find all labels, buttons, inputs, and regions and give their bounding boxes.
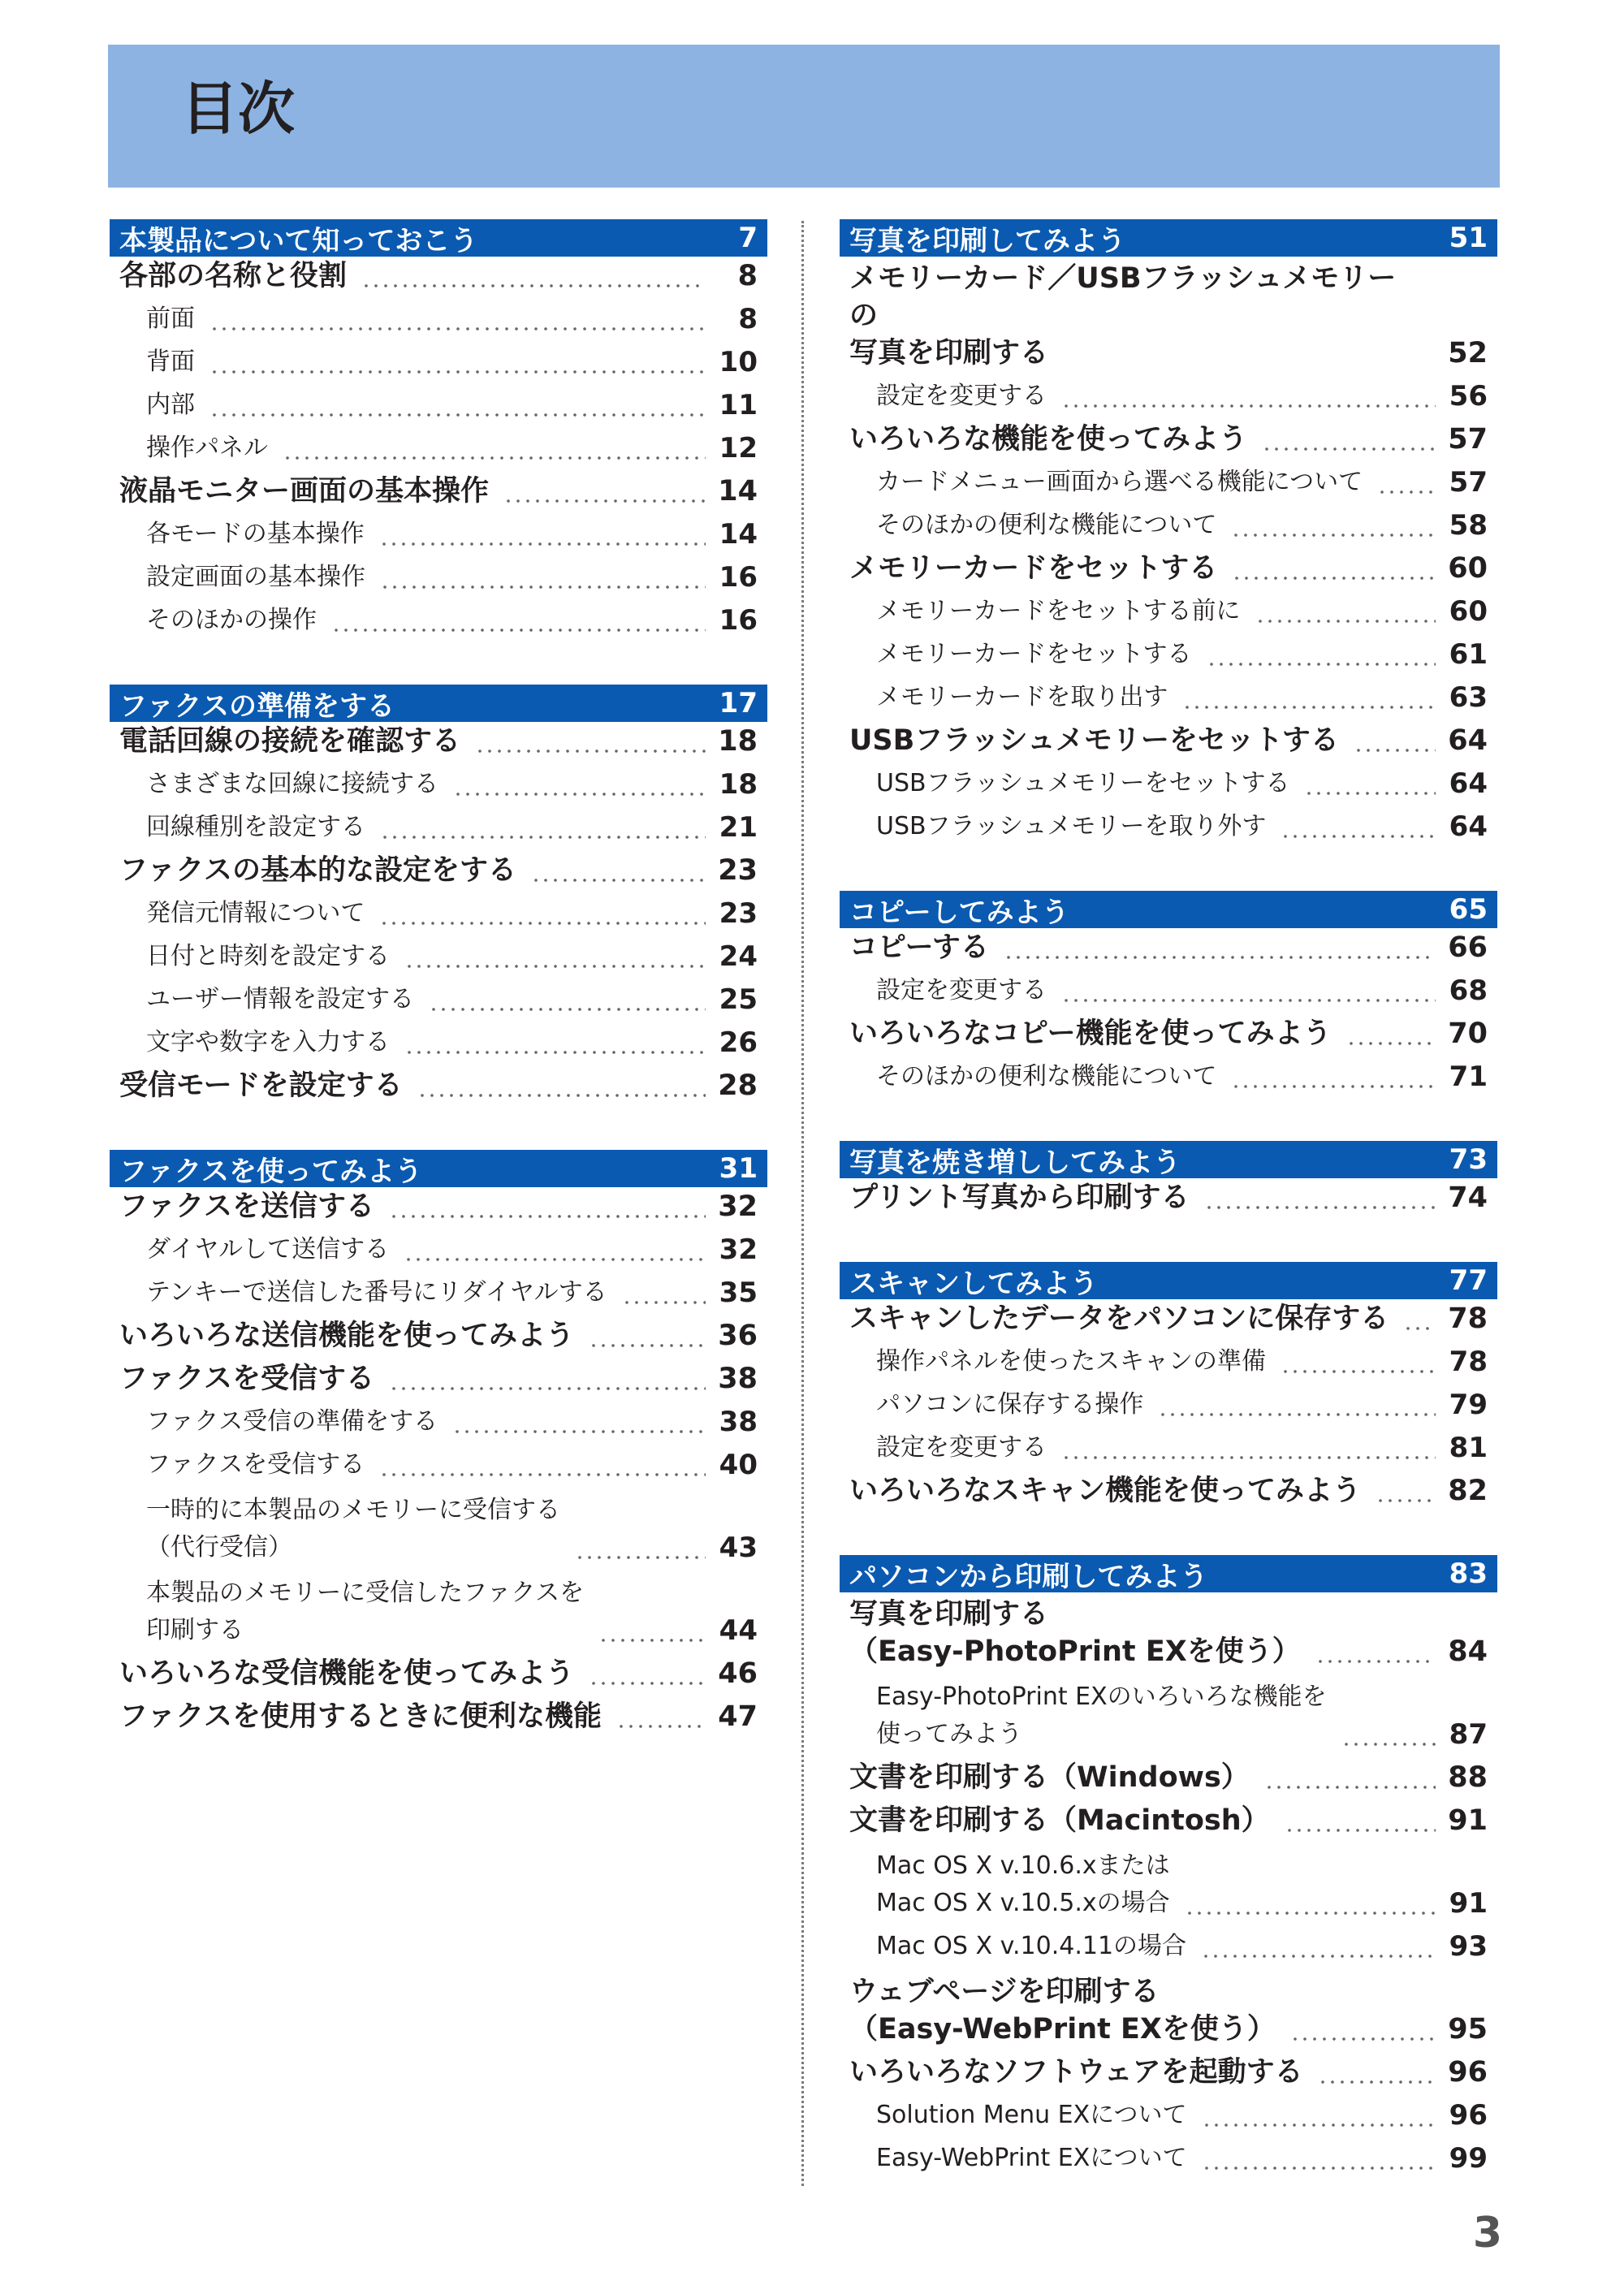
toc-entry[interactable] xyxy=(110,1488,767,1571)
entry-page: 32 xyxy=(718,1190,758,1223)
toc-section xyxy=(110,1150,767,1740)
dot-leader xyxy=(209,304,706,331)
section-heading[interactable] xyxy=(840,219,1497,257)
toc-entry[interactable] xyxy=(110,1023,767,1066)
entry-page: 78 xyxy=(1449,1346,1488,1378)
entry-page: 21 xyxy=(719,811,758,844)
toc-entry[interactable] xyxy=(110,472,767,515)
entry-label: 液晶モニター画面の基本操作 xyxy=(119,475,490,508)
entry-page: 8 xyxy=(737,260,758,292)
entry-label: 設定を変更する xyxy=(876,1433,1047,1462)
entry-page: 57 xyxy=(1448,423,1488,456)
section-title: パソコンから印刷してみよう xyxy=(849,1560,1208,1593)
page-title: 目次 xyxy=(181,76,295,142)
dot-leader xyxy=(209,390,706,417)
toc-entry[interactable] xyxy=(110,515,767,558)
section-heading[interactable] xyxy=(840,1262,1497,1299)
entry-page: 58 xyxy=(1449,509,1488,542)
entry-page: 63 xyxy=(1449,681,1488,714)
header-band xyxy=(108,45,1500,188)
toc-entry[interactable] xyxy=(840,1057,1497,1100)
section-page: 51 xyxy=(1449,222,1488,254)
toc-entry[interactable] xyxy=(110,558,767,601)
dot-leader xyxy=(1207,639,1436,667)
entry-label: スキャンしたデータをパソコンに保存する xyxy=(849,1303,1389,1335)
entry-label: 発信元情報について xyxy=(146,899,365,927)
dot-leader xyxy=(1304,768,1436,796)
entry-label: Easy-PhotoPrint EXのいろいろな機能を 使ってみよう xyxy=(876,1683,1327,1748)
entry-page: 60 xyxy=(1448,552,1488,585)
toc-entry[interactable] xyxy=(840,549,1497,592)
entry-label: ファクスを受信する xyxy=(146,1450,365,1479)
dot-leader xyxy=(1346,1018,1436,1046)
entry-label: 設定を変更する xyxy=(876,976,1047,1004)
dot-leader xyxy=(1202,2143,1436,2171)
dot-leader xyxy=(475,726,706,754)
dot-leader xyxy=(503,476,706,503)
entry-label: いろいろな受信機能を使ってみよう xyxy=(119,1657,575,1690)
entry-page: 47 xyxy=(718,1700,758,1733)
entry-label: メモリーカードをセットする xyxy=(849,552,1218,585)
toc-entry[interactable] xyxy=(110,300,767,343)
toc-entry[interactable] xyxy=(840,1801,1497,1844)
entry-label: ユーザー情報を設定する xyxy=(146,985,414,1013)
toc-entry[interactable] xyxy=(840,1970,1497,2053)
dot-leader xyxy=(1341,1719,1436,1747)
entry-label: Easy-WebPrint EXについて xyxy=(876,2144,1187,2172)
toc-entry[interactable] xyxy=(840,721,1497,764)
entry-label: パソコンに保存する操作 xyxy=(876,1390,1144,1419)
dot-leader xyxy=(453,769,706,797)
entry-page: 64 xyxy=(1449,767,1488,800)
toc-entry[interactable] xyxy=(110,980,767,1023)
entry-page: 26 xyxy=(719,1026,758,1059)
section-page: 77 xyxy=(1449,1264,1488,1297)
toc-entry[interactable] xyxy=(840,506,1497,549)
entry-page: 35 xyxy=(719,1277,758,1309)
section-title: 写真を印刷してみよう xyxy=(849,224,1125,257)
dot-leader xyxy=(389,1363,706,1391)
entry-label: 設定画面の基本操作 xyxy=(146,563,365,591)
dot-leader xyxy=(331,605,706,633)
dot-leader xyxy=(379,1449,706,1477)
dot-leader xyxy=(589,1658,706,1686)
entry-page: 64 xyxy=(1449,810,1488,843)
toc-entry[interactable] xyxy=(840,1428,1497,1471)
section-heading[interactable] xyxy=(840,1141,1497,1178)
entry-page: 74 xyxy=(1448,1182,1488,1214)
toc-entry[interactable] xyxy=(840,1014,1497,1057)
entry-page: 99 xyxy=(1449,2142,1488,2175)
section-title: ファクスを使ってみよう xyxy=(119,1155,422,1188)
entry-label: 各モードの基本操作 xyxy=(146,520,365,548)
section-heading[interactable] xyxy=(840,1555,1497,1592)
entry-label: ファクス受信の準備をする xyxy=(146,1407,438,1436)
toc-entry[interactable] xyxy=(840,678,1497,721)
entry-label: 背面 xyxy=(146,348,195,376)
toc-entry[interactable] xyxy=(840,2096,1497,2139)
dot-leader xyxy=(616,1701,706,1729)
entry-label: ウェブページを印刷する （Easy-WebPrint EXを使う） xyxy=(849,1976,1276,2046)
entry-page: 16 xyxy=(719,561,758,594)
dot-leader xyxy=(1201,1931,1436,1959)
entry-page: 68 xyxy=(1449,974,1488,1007)
toc-entry[interactable] xyxy=(110,1402,767,1445)
dot-leader xyxy=(1158,1389,1436,1417)
entry-page: 71 xyxy=(1449,1061,1488,1093)
toc-section xyxy=(840,1141,1497,1221)
toc-section xyxy=(840,1555,1497,2182)
entry-page: 70 xyxy=(1448,1017,1488,1050)
entry-label: カードメニュー画面から選べる機能について xyxy=(876,468,1363,496)
dot-leader xyxy=(1204,1182,1436,1210)
entry-label: 内部 xyxy=(146,391,195,419)
dot-leader xyxy=(1061,381,1436,408)
dot-leader xyxy=(1232,553,1436,581)
dot-leader xyxy=(1264,1762,1436,1790)
section-page: 7 xyxy=(738,222,758,254)
toc-entry[interactable] xyxy=(840,807,1497,850)
dot-leader xyxy=(575,1532,706,1560)
section-page: 83 xyxy=(1449,1557,1488,1590)
toc-entry[interactable] xyxy=(840,1675,1497,1758)
toc-entry[interactable] xyxy=(840,928,1497,971)
toc-entry[interactable] xyxy=(110,1187,767,1230)
entry-label: 前面 xyxy=(146,305,195,333)
toc-entry[interactable] xyxy=(110,894,767,937)
entry-label: 回線種別を設定する xyxy=(146,813,365,841)
entry-label: USBフラッシュメモリーを取り外す xyxy=(876,812,1267,840)
toc-entry[interactable] xyxy=(840,1385,1497,1428)
entry-label: メモリーカードをセットする前に xyxy=(876,597,1241,625)
entry-page: 14 xyxy=(718,475,758,508)
dot-leader xyxy=(379,898,706,926)
toc-entry[interactable] xyxy=(840,1471,1497,1514)
entry-page: 91 xyxy=(1448,1804,1488,1837)
entry-label: 一時的に本製品のメモリーに受信する （代行受信） xyxy=(146,1496,560,1562)
entry-page: 64 xyxy=(1448,724,1488,757)
entry-page: 84 xyxy=(1448,1635,1488,1668)
toc-entry[interactable] xyxy=(110,722,767,765)
dot-leader xyxy=(1281,1346,1436,1374)
entry-page: 18 xyxy=(718,725,758,758)
toc-entry[interactable] xyxy=(840,2139,1497,2182)
dot-leader xyxy=(404,941,706,969)
toc-section xyxy=(110,219,767,644)
entry-label: 設定を変更する xyxy=(876,382,1047,410)
entry-page: 79 xyxy=(1449,1389,1488,1421)
entry-page: 44 xyxy=(719,1614,758,1647)
entry-label: 本製品のメモリーに受信したファクスを 印刷する xyxy=(146,1579,585,1644)
toc-entry[interactable] xyxy=(110,257,767,300)
toc-entry[interactable] xyxy=(840,463,1497,506)
entry-label: Mac OS X v.10.4.11の場合 xyxy=(876,1932,1187,1960)
toc-entry[interactable] xyxy=(110,1445,767,1488)
toc-entry[interactable] xyxy=(840,1299,1497,1342)
entry-page: 18 xyxy=(719,768,758,801)
toc-entry[interactable] xyxy=(840,1178,1497,1221)
entry-label: いろいろなコピー機能を使ってみよう xyxy=(849,1017,1332,1050)
entry-page: 38 xyxy=(718,1363,758,1395)
entry-label: ファクスを送信する xyxy=(119,1190,374,1223)
dot-leader xyxy=(1403,1303,1436,1331)
section-heading[interactable] xyxy=(110,219,767,257)
entry-label: そのほかの操作 xyxy=(146,606,317,634)
entry-page: 95 xyxy=(1448,2013,1488,2046)
entry-page: 60 xyxy=(1449,595,1488,628)
entry-label: Solution Menu EXについて xyxy=(876,2101,1187,2129)
toc-entry[interactable] xyxy=(110,429,767,472)
section-title: コピーしてみよう xyxy=(849,896,1069,929)
section-page: 31 xyxy=(719,1152,758,1185)
toc-entry[interactable] xyxy=(110,1273,767,1316)
dot-leader xyxy=(209,347,706,374)
section-title: 本製品について知っておこう xyxy=(119,224,478,257)
entry-label: いろいろなスキャン機能を使ってみよう xyxy=(849,1475,1362,1507)
toc-section xyxy=(840,891,1497,1100)
entry-label: ファクスを受信する xyxy=(119,1363,374,1395)
entry-label: 文書を印刷する（Windows） xyxy=(849,1761,1250,1794)
toc-entry[interactable] xyxy=(110,851,767,894)
dot-leader xyxy=(1290,2014,1436,2041)
entry-page: 91 xyxy=(1449,1887,1488,1920)
dot-leader xyxy=(1376,1475,1436,1503)
entry-label: そのほかの便利な機能について xyxy=(876,1062,1217,1091)
entry-label: メモリーカードを取り出す xyxy=(876,683,1168,711)
toc-entry[interactable] xyxy=(110,343,767,386)
toc-entry[interactable] xyxy=(110,937,767,980)
toc-entry[interactable] xyxy=(840,1927,1497,1970)
entry-page: 66 xyxy=(1448,931,1488,964)
entry-page: 38 xyxy=(719,1406,758,1438)
entry-label: テンキーで送信した番号にリダイヤルする xyxy=(146,1278,607,1307)
dot-leader xyxy=(1255,596,1436,624)
column-divider xyxy=(801,221,804,2186)
dot-leader xyxy=(380,812,706,840)
entry-page: 52 xyxy=(1448,337,1488,369)
entry-page: 61 xyxy=(1449,638,1488,671)
entry-label: いろいろな機能を使ってみよう xyxy=(849,423,1248,456)
dot-leader xyxy=(1231,510,1436,538)
dot-leader xyxy=(1004,932,1436,960)
toc-entry[interactable] xyxy=(840,971,1497,1014)
dot-leader xyxy=(380,562,706,590)
toc-section xyxy=(110,685,767,1109)
dot-leader xyxy=(1182,682,1436,710)
entry-label: さまざまな回線に接続する xyxy=(146,770,438,798)
entry-label: 操作パネル xyxy=(146,434,268,462)
entry-label: ファクスを使用するときに便利な機能 xyxy=(119,1700,602,1733)
entry-page: 88 xyxy=(1448,1761,1488,1794)
toc-entry[interactable] xyxy=(110,601,767,644)
dot-leader xyxy=(1185,1888,1436,1916)
toc-entry[interactable] xyxy=(110,1066,767,1109)
toc-entry[interactable] xyxy=(840,257,1497,377)
entry-page: 96 xyxy=(1448,2056,1488,2089)
entry-label: プリント写真から印刷する xyxy=(849,1182,1190,1214)
toc-entry[interactable] xyxy=(110,1230,767,1273)
entry-page: 12 xyxy=(719,432,758,464)
dot-leader xyxy=(598,1615,706,1643)
toc-entry[interactable] xyxy=(840,1758,1497,1801)
dot-leader xyxy=(1281,811,1436,839)
section-title: ファクスの準備をする xyxy=(119,689,395,723)
toc-entry[interactable] xyxy=(840,377,1497,420)
entry-page: 93 xyxy=(1449,1930,1488,1963)
dot-leader xyxy=(389,1191,706,1219)
entry-page: 36 xyxy=(718,1320,758,1352)
page-number: 3 xyxy=(1472,2209,1502,2257)
entry-page: 56 xyxy=(1449,380,1488,413)
dot-leader xyxy=(283,433,706,460)
toc-entry[interactable] xyxy=(840,1592,1497,1675)
entry-page: 46 xyxy=(718,1657,758,1690)
entry-page: 16 xyxy=(719,604,758,637)
entry-label: 写真を印刷する （Easy-PhotoPrint EXを使う） xyxy=(849,1598,1301,1668)
dot-leader xyxy=(1202,2100,1436,2128)
toc-entry[interactable] xyxy=(110,1697,767,1740)
section-heading[interactable] xyxy=(840,891,1497,928)
entry-page: 23 xyxy=(718,854,758,887)
dot-leader xyxy=(1318,2057,1436,2084)
dot-leader xyxy=(1061,975,1436,1003)
dot-leader xyxy=(531,855,706,883)
dot-leader xyxy=(1285,1805,1436,1833)
dot-leader xyxy=(1262,424,1436,451)
toc-entry[interactable] xyxy=(110,765,767,808)
entry-page: 11 xyxy=(719,389,758,421)
entry-label: USBフラッシュメモリーをセットする xyxy=(876,769,1290,797)
entry-page: 25 xyxy=(719,983,758,1016)
toc-section xyxy=(840,1262,1497,1514)
section-title: スキャンしてみよう xyxy=(849,1267,1098,1300)
entry-label: コピーする xyxy=(849,931,989,964)
dot-leader xyxy=(417,1070,706,1098)
section-heading[interactable] xyxy=(110,1150,767,1187)
entry-label: メモリーカードをセットする xyxy=(876,640,1192,668)
entry-page: 40 xyxy=(719,1449,758,1481)
dot-leader xyxy=(404,1234,706,1262)
entry-page: 96 xyxy=(1449,2099,1488,2132)
entry-page: 24 xyxy=(719,940,758,973)
dot-leader xyxy=(589,1320,706,1348)
entry-label: メモリーカード／USBフラッシュメモリーの 写真を印刷する xyxy=(849,262,1397,369)
entry-page: 23 xyxy=(719,897,758,930)
entry-label: 日付と時刻を設定する xyxy=(146,942,390,970)
entry-label: いろいろなソフトウェアを起動する xyxy=(849,2056,1303,2089)
toc-entry[interactable] xyxy=(840,764,1497,807)
entry-page: 57 xyxy=(1449,466,1488,499)
section-page: 73 xyxy=(1449,1143,1488,1176)
toc-entry[interactable] xyxy=(840,420,1497,463)
section-page: 65 xyxy=(1449,893,1488,926)
toc-section xyxy=(840,219,1497,850)
entry-page: 43 xyxy=(719,1531,758,1564)
dot-leader xyxy=(452,1406,706,1434)
dot-leader xyxy=(361,261,706,288)
dot-leader xyxy=(379,519,706,546)
dot-leader xyxy=(429,984,706,1012)
entry-label: 電話回線の接続を確認する xyxy=(119,725,461,758)
entry-label: 操作パネルを使ったスキャンの準備 xyxy=(876,1347,1266,1376)
entry-page: 8 xyxy=(738,303,758,335)
entry-page: 14 xyxy=(719,518,758,551)
toc-entry[interactable] xyxy=(840,635,1497,678)
dot-leader xyxy=(1377,467,1436,495)
entry-label: そのほかの便利な機能について xyxy=(876,511,1217,539)
entry-label: 文書を印刷する（Macintosh） xyxy=(849,1804,1270,1837)
entry-page: 32 xyxy=(719,1233,758,1266)
toc-entry[interactable] xyxy=(110,386,767,429)
dot-leader xyxy=(404,1027,706,1055)
toc-entry[interactable] xyxy=(110,808,767,851)
entry-label: USBフラッシュメモリーをセットする xyxy=(849,724,1339,757)
section-heading[interactable] xyxy=(110,685,767,722)
entry-label: 文字や数字を入力する xyxy=(146,1028,390,1056)
toc-entry[interactable] xyxy=(840,1342,1497,1385)
entry-label: ダイヤルして送信する xyxy=(146,1235,390,1264)
toc-entry[interactable] xyxy=(110,1654,767,1697)
toc-entry[interactable] xyxy=(110,1359,767,1402)
entry-label: Mac OS X v.10.6.xまたは Mac OS X v.10.5.xの場合 xyxy=(876,1851,1170,1917)
dot-leader xyxy=(622,1277,706,1305)
section-title: 写真を焼き増ししてみよう xyxy=(849,1146,1181,1179)
entry-page: 28 xyxy=(718,1069,758,1102)
toc-entry[interactable] xyxy=(840,2053,1497,2096)
entry-label: 受信モードを設定する xyxy=(119,1069,403,1102)
section-page: 17 xyxy=(719,687,758,719)
entry-label: ファクスの基本的な設定をする xyxy=(119,854,516,887)
toc-right-column xyxy=(840,219,1497,2182)
entry-label: いろいろな送信機能を使ってみよう xyxy=(119,1320,575,1352)
dot-leader xyxy=(1315,1636,1436,1664)
toc-entry[interactable] xyxy=(110,1571,767,1654)
entry-page: 81 xyxy=(1449,1432,1488,1464)
entry-page: 10 xyxy=(719,346,758,378)
toc-entry[interactable] xyxy=(110,1316,767,1359)
entry-label: 各部の名称と役割 xyxy=(119,260,348,292)
dot-leader xyxy=(1354,725,1436,753)
toc-left-column xyxy=(110,219,767,1740)
dot-leader xyxy=(1061,1432,1436,1460)
toc-entry[interactable] xyxy=(840,1844,1497,1927)
dot-leader xyxy=(1231,1061,1436,1089)
toc-entry[interactable] xyxy=(840,592,1497,635)
entry-page: 78 xyxy=(1448,1303,1488,1335)
entry-page: 82 xyxy=(1448,1475,1488,1507)
entry-page: 87 xyxy=(1449,1718,1488,1751)
